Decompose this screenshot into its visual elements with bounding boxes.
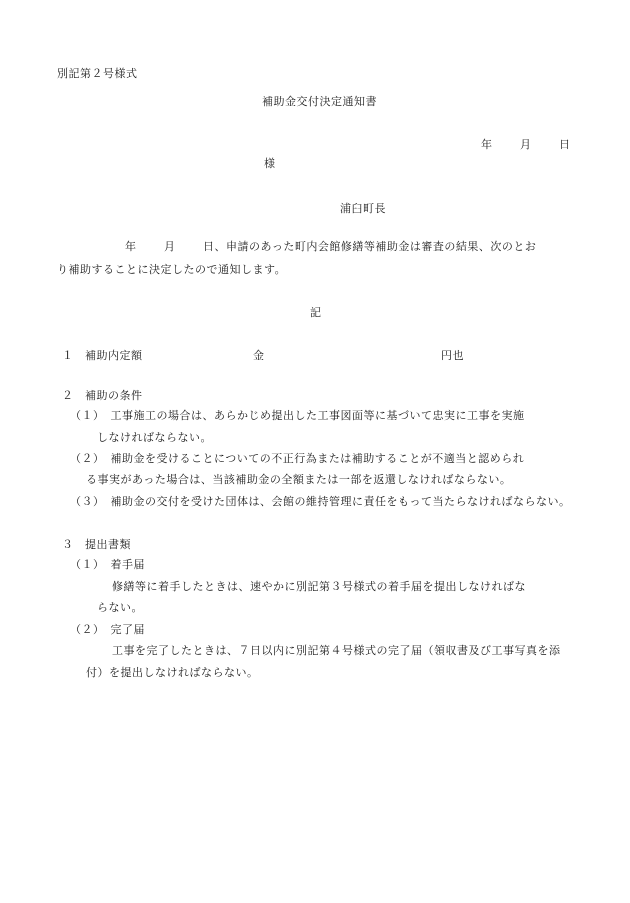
conditions-heading: ２ 補助の条件 (62, 389, 143, 402)
document-2-line1: 工事を完了したときは、７日以内に別記第４号様式の完了届（領収書及び工事写真を添 (112, 644, 561, 657)
enya-label: 円也 (441, 349, 464, 362)
ki-marker: 記 (310, 306, 322, 319)
document-title: 補助金交付決定通知書 (262, 95, 377, 108)
date-day-label: 日 (559, 138, 571, 151)
document-1-line1: 修繕等に着手したときは、速やかに別記第３号様式の着手届を提出しなければな (112, 580, 526, 593)
kin-label: 金 (253, 349, 265, 362)
condition-1-line2: しなければならない。 (97, 431, 212, 444)
condition-1-line1: （１） 工事施工の場合は、あらかじめ提出した工事図面等に基づいて忠実に工事を実施 (70, 409, 525, 422)
document-1-title: （１） 着手届 (70, 558, 145, 571)
documents-heading: ３ 提出書類 (62, 538, 131, 551)
form-label: 別記第２号様式 (57, 67, 138, 80)
condition-2-line1: （２） 補助金を受けることについての不正行為または補助することが不適当と認められ (70, 452, 525, 465)
date-year-label: 年 (481, 138, 493, 151)
intro-line1: 日、申請のあった町内会館修繕等補助金は審査の結果、次のとお (203, 240, 537, 253)
document-2-line2: 付）を提出しなければならない。 (86, 666, 259, 679)
condition-2-line2: る事実があった場合は、当該補助金の全額または一部を返還しなければならない。 (86, 473, 512, 486)
subsidy-amount-label: １ 補助内定額 (62, 349, 143, 362)
addressee-suffix: 様 (264, 157, 276, 170)
date-month-label: 月 (520, 138, 532, 151)
document-2-title: （２） 完了届 (70, 623, 145, 636)
intro-month-label: 月 (164, 240, 176, 253)
issuer-name: 浦臼町長 (340, 202, 386, 215)
intro-year-label: 年 (125, 240, 137, 253)
document-1-line2: らない。 (97, 601, 143, 614)
intro-line2: り補助することに決定したので通知します。 (57, 263, 287, 276)
condition-3-line1: （３） 補助金の交付を受けた団体は、会館の維持管理に責任をもって当たらなければならない。 (70, 495, 571, 508)
